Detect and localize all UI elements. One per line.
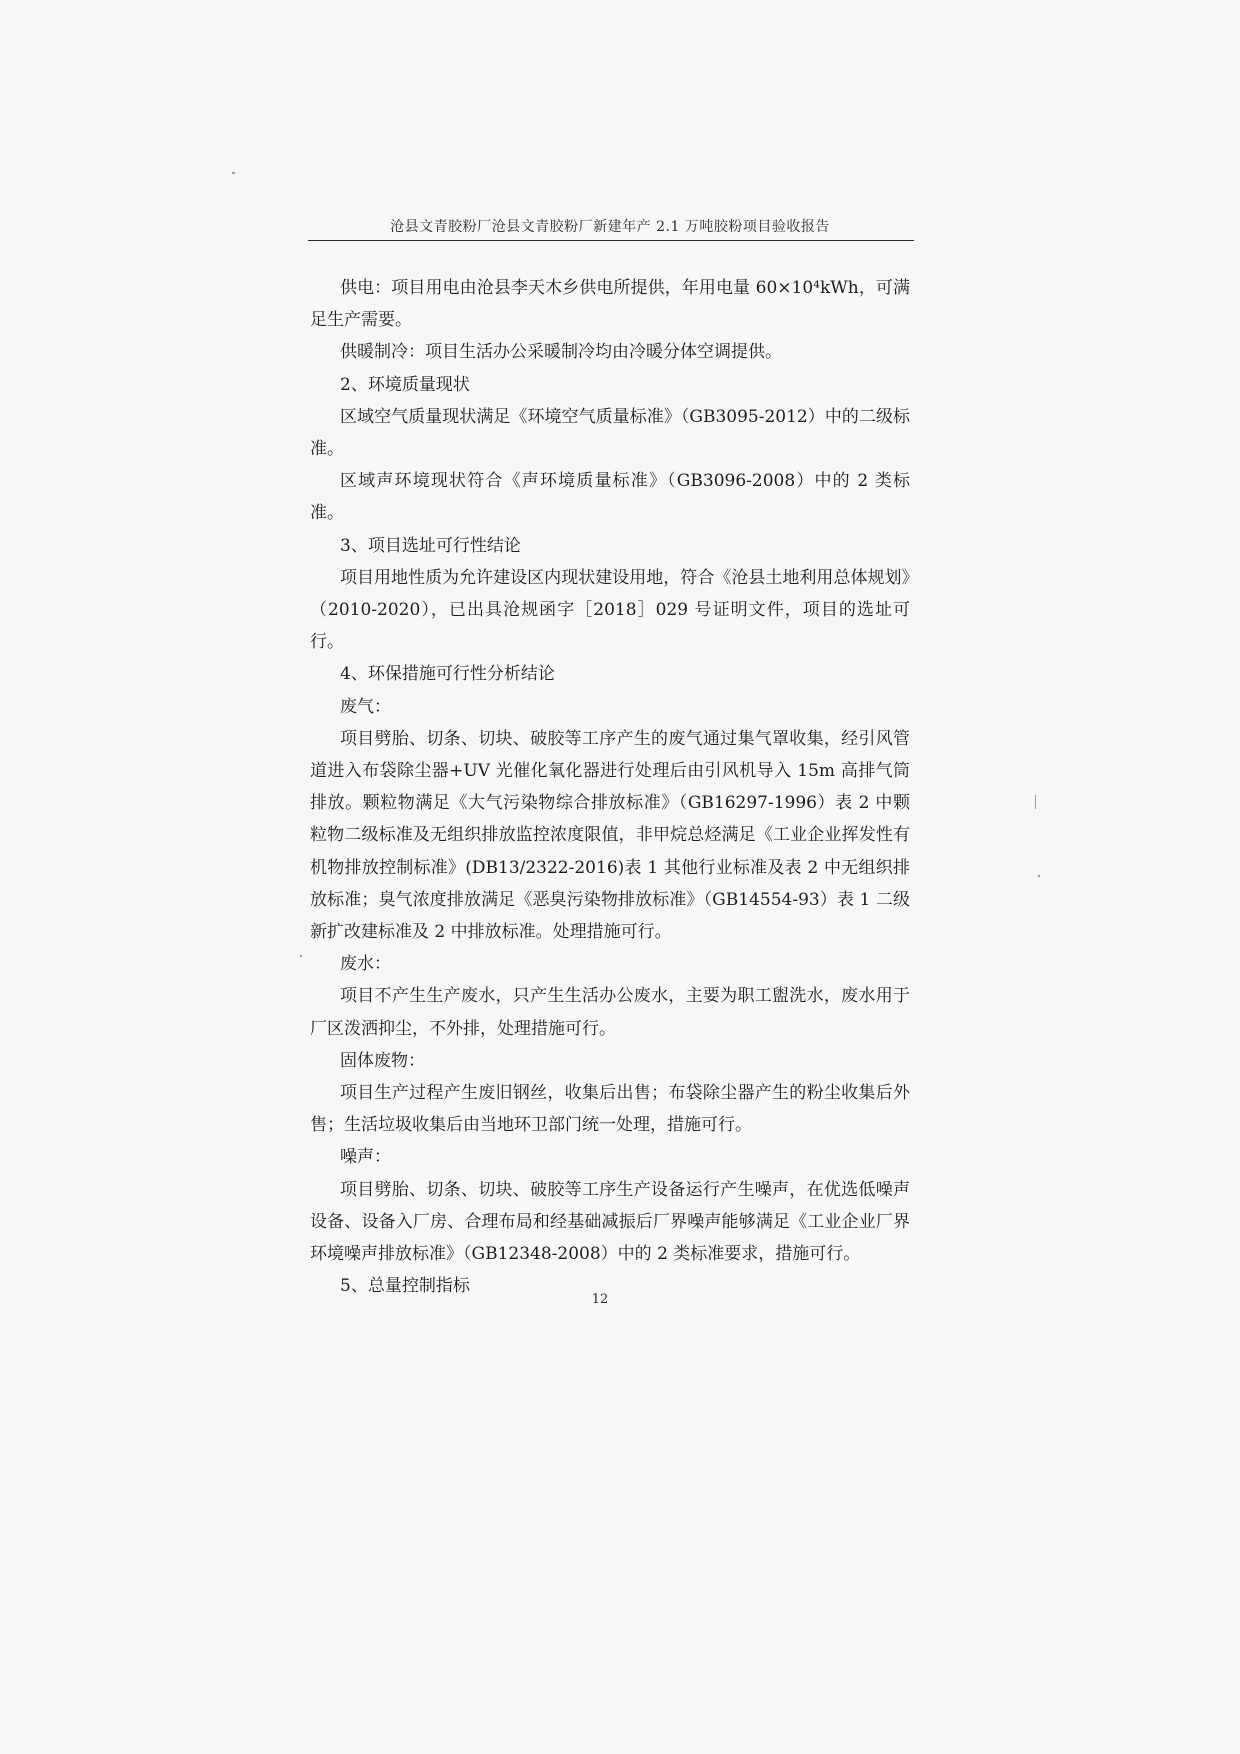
scan-speck <box>1035 795 1036 809</box>
scan-speck <box>232 172 235 174</box>
paragraph: 项目劈胎、切条、切块、破胶等工序生产设备运行产生噪声，在优选低噪声设备、设备入厂房、合理布局和经基础减振后厂界噪声能够满足《工业企业厂界环境噪声排放标准》（GB12348-2008）中的 2 类标准要求，措施可行。 <box>310 1179 910 1265</box>
paragraph: 区域空气质量现状满足《环境空气质量标准》（GB3095-2012）中的二级标准。 <box>310 406 910 460</box>
paragraph: 区域声环境现状符合《声环境质量标准》（GB3096-2008）中的 2 类标准。 <box>310 471 910 524</box>
page-number: 12 <box>591 1292 609 1307</box>
paragraph: 5、总量控制指标 <box>340 1276 470 1297</box>
running-header: 沧县文青胶粉厂沧县文青胶粉厂新建年产 2.1 万吨胶粉项目验收报告 <box>390 219 830 235</box>
body-text <box>310 272 910 1303</box>
paragraph: 废气： <box>340 696 391 717</box>
paragraph: 2、环境质量现状 <box>340 374 470 395</box>
paragraph: 3、项目选址可行性结论 <box>340 535 521 556</box>
paragraph: 项目用地性质为允许建设区内现状建设用地，符合《沧县土地利用总体规划》（2010-2020），已出具沧规函字［2018］029 号证明文件，项目的选址可行。 <box>310 567 910 653</box>
paragraph: 项目生产过程产生废旧钢丝，收集后出售；布袋除尘器产生的粉尘收集后外售；生活垃圾收集后由当地环卫部门统一处理，措施可行。 <box>310 1083 910 1136</box>
paragraph: 项目不产生生产废水，只产生生活办公废水，主要为职工盥洗水，废水用于厂区泼洒抑尘，不外排，处理措施可行。 <box>310 986 910 1039</box>
paragraph: 4、环保措施可行性分析结论 <box>340 664 555 685</box>
paragraph: 废水： <box>340 954 391 975</box>
paragraph: 固体废物： <box>340 1050 425 1071</box>
paragraph: 供暖制冷：项目生活办公采暖制冷均由冷暖分体空调提供。 <box>340 342 782 363</box>
header-rule <box>308 240 914 241</box>
scan-speck <box>300 955 302 957</box>
paragraph: 供电：项目用电由沧县李天木乡供电所提供，年用电量 60×10⁴kWh，可满足生产需要。 <box>310 278 910 331</box>
paragraph: 项目劈胎、切条、切块、破胶等工序产生的废气通过集气罩收集，经引风管道进入布袋除尘器+UV 光催化氧化器进行处理后由引风机导入 15m 高排气筒排放。颗粒物满足《大气污染物综合排放标准》（GB16297-1996）表 2 中颗粒物二级标准及无组织排放监控浓度限值，非甲烷总烃满足《工业企业挥发性有机物排放控制标准》(DB13/2322-2016)表 1 其他行业标准及表 2 中无组织排放标准；臭气浓度排放满足《恶臭污染物排放标准》（GB14554-93）表 1 二级新扩改建标准及 2 中排放标准。处理措施可行。 <box>310 728 910 943</box>
paragraph: 噪声： <box>340 1147 391 1168</box>
scan-speck <box>1038 875 1040 877</box>
